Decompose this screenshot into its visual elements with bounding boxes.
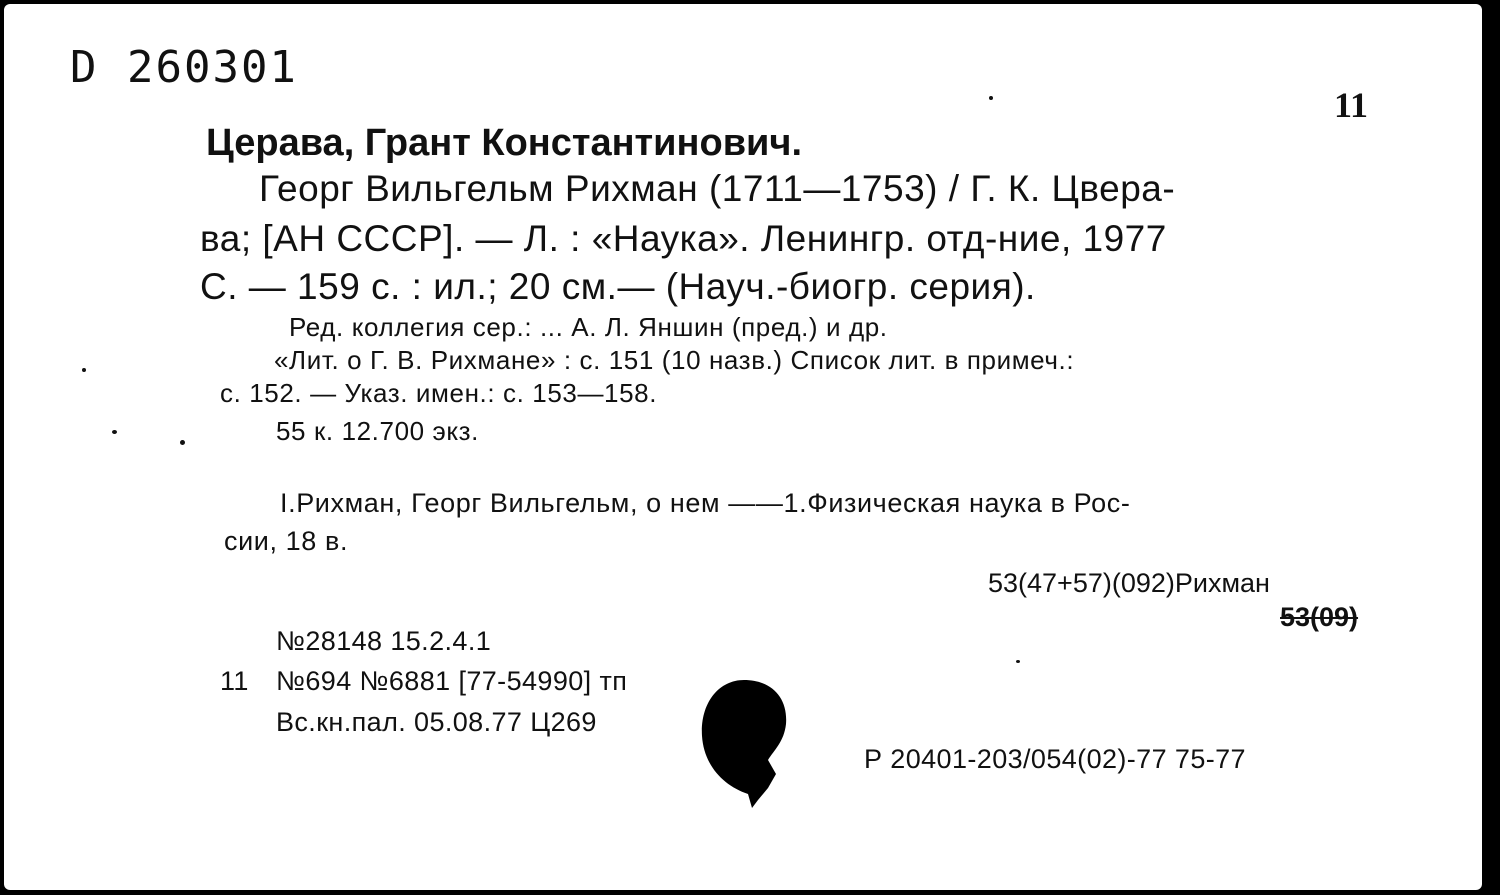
speck (180, 440, 185, 445)
speck (989, 96, 993, 100)
speck (82, 368, 86, 372)
author-heading: Церава, Грант Константинович. (206, 122, 803, 164)
ink-blot (694, 676, 794, 811)
subject-heading-line: сии, 18 в. (224, 526, 349, 556)
registration-line: №28148 15.2.4.1 (276, 626, 492, 656)
catalog-number: D 260301 (70, 42, 298, 93)
publisher-code: Р 20401-203/054(02)-77 75-77 (864, 744, 1246, 774)
udk-classification: 53(47+57)(092)Рихман (988, 568, 1270, 598)
speck (1016, 660, 1020, 663)
registration-count: 11 (220, 666, 249, 696)
note-line: «Лит. о Г. В. Рихмане» : с. 151 (10 назв.) Список лит. в примеч.: (274, 345, 1075, 375)
registration-line: Вс.кн.пал. 05.08.77 Ц269 (276, 707, 597, 737)
title-line: ва; [АН СССР]. — Л. : «Наука». Ленингр. отд-ние, 1977 (200, 218, 1167, 259)
card-count: 11 (1334, 85, 1369, 125)
registration-line: №694 №6881 [77-54990] тп (276, 666, 628, 696)
note-line: Ред. коллегия сер.: ... А. Л. Яншин (пред.) и др. (289, 312, 888, 342)
price-and-print-run: 55 к. 12.700 экз. (276, 416, 479, 446)
subject-heading-line: I.Рихман, Георг Вильгельм, о нем ——1.Физическая наука в Рос- (280, 488, 1131, 518)
speck (112, 430, 117, 434)
note-line: с. 152. — Указ. имен.: с. 153—158. (220, 378, 658, 408)
title-line: Георг Вильгельм Рихман (1711—1753) / Г. К. Цвера- (259, 168, 1176, 209)
udk-old-crossed: 53(09) (1280, 602, 1359, 632)
title-line: С. — 159 с. : ил.; 20 см.— (Науч.-биогр. серия). (200, 266, 1036, 307)
catalog-card (4, 4, 1482, 890)
